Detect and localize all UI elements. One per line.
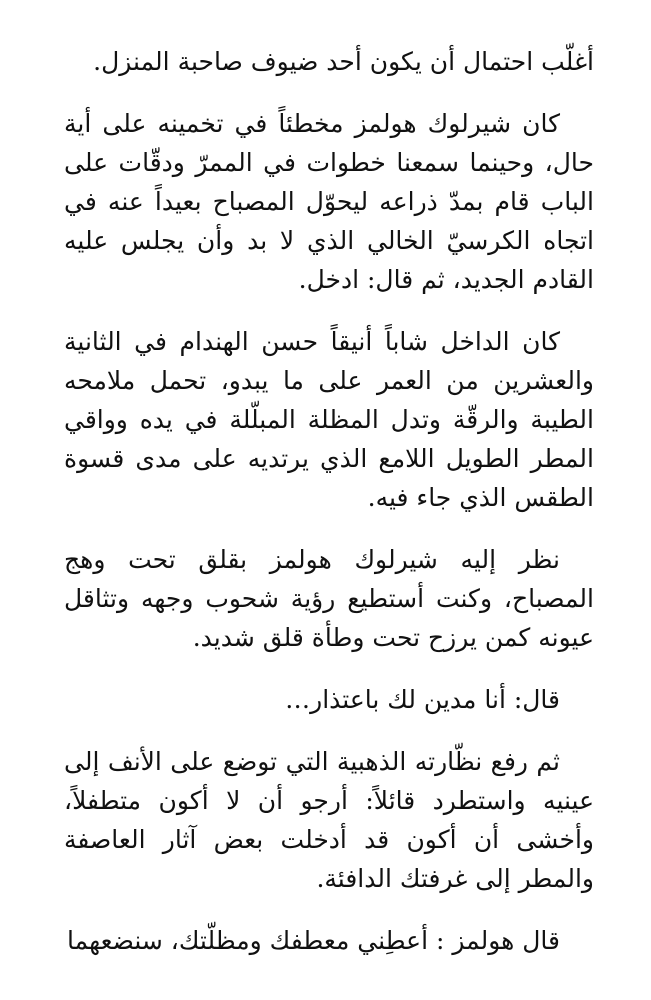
paragraph-5: قال: أنا مدين لك باعتذار… bbox=[285, 685, 560, 714]
paragraph-3: كان الداخل شاباً أنيقاً حسن الهندام في الثانية والعشرين من العمر على ما يبدو، تحمل ملامحه الطيبة والرقّة وتدل المظلة المبلّلة في يده وواقي المطر الطويل اللامع الذي يرتديه على مدى قسوة الطقس الذي جاء فيه. bbox=[64, 327, 594, 512]
paragraph-6: ثم رفع نظّارته الذهبية التي توضع على الأنف إلى عينيه واستطرد قائلاً: أرجو أن لا أكون متطفلاً، وأخشى أن أكون قد أدخلت بعض آثار العاصفة والمطر إلى غرفتك الدافئة. bbox=[64, 747, 594, 893]
paragraph-2: كان شيرلوك هولمز مخطئاً في تخمينه على أية حال، وحينما سمعنا خطوات في الممرّ ودقّات على الباب قام بمدّ ذراعه ليحوّل المصباح بعيداً عنه في اتجاه الكرسيّ الخالي الذي لا بد وأن يجلس عليه القادم الجديد، ثم قال: ادخل. bbox=[64, 109, 594, 294]
paragraph-1: أغلّب احتمال أن يكون أحد ضيوف صاحبة المنزل. bbox=[93, 47, 594, 76]
paragraph-7: قال هولمز : أعطِني معطفك ومظلّتك، سنضعهما bbox=[67, 926, 560, 955]
paragraph-4: نظر إليه شيرلوك هولمز بقلق تحت وهج المصباح، وكنت أستطيع رؤية شحوب وجهه وتثاقل عيونه كمن يرزح تحت وطأة قلق شديد. bbox=[64, 545, 594, 652]
